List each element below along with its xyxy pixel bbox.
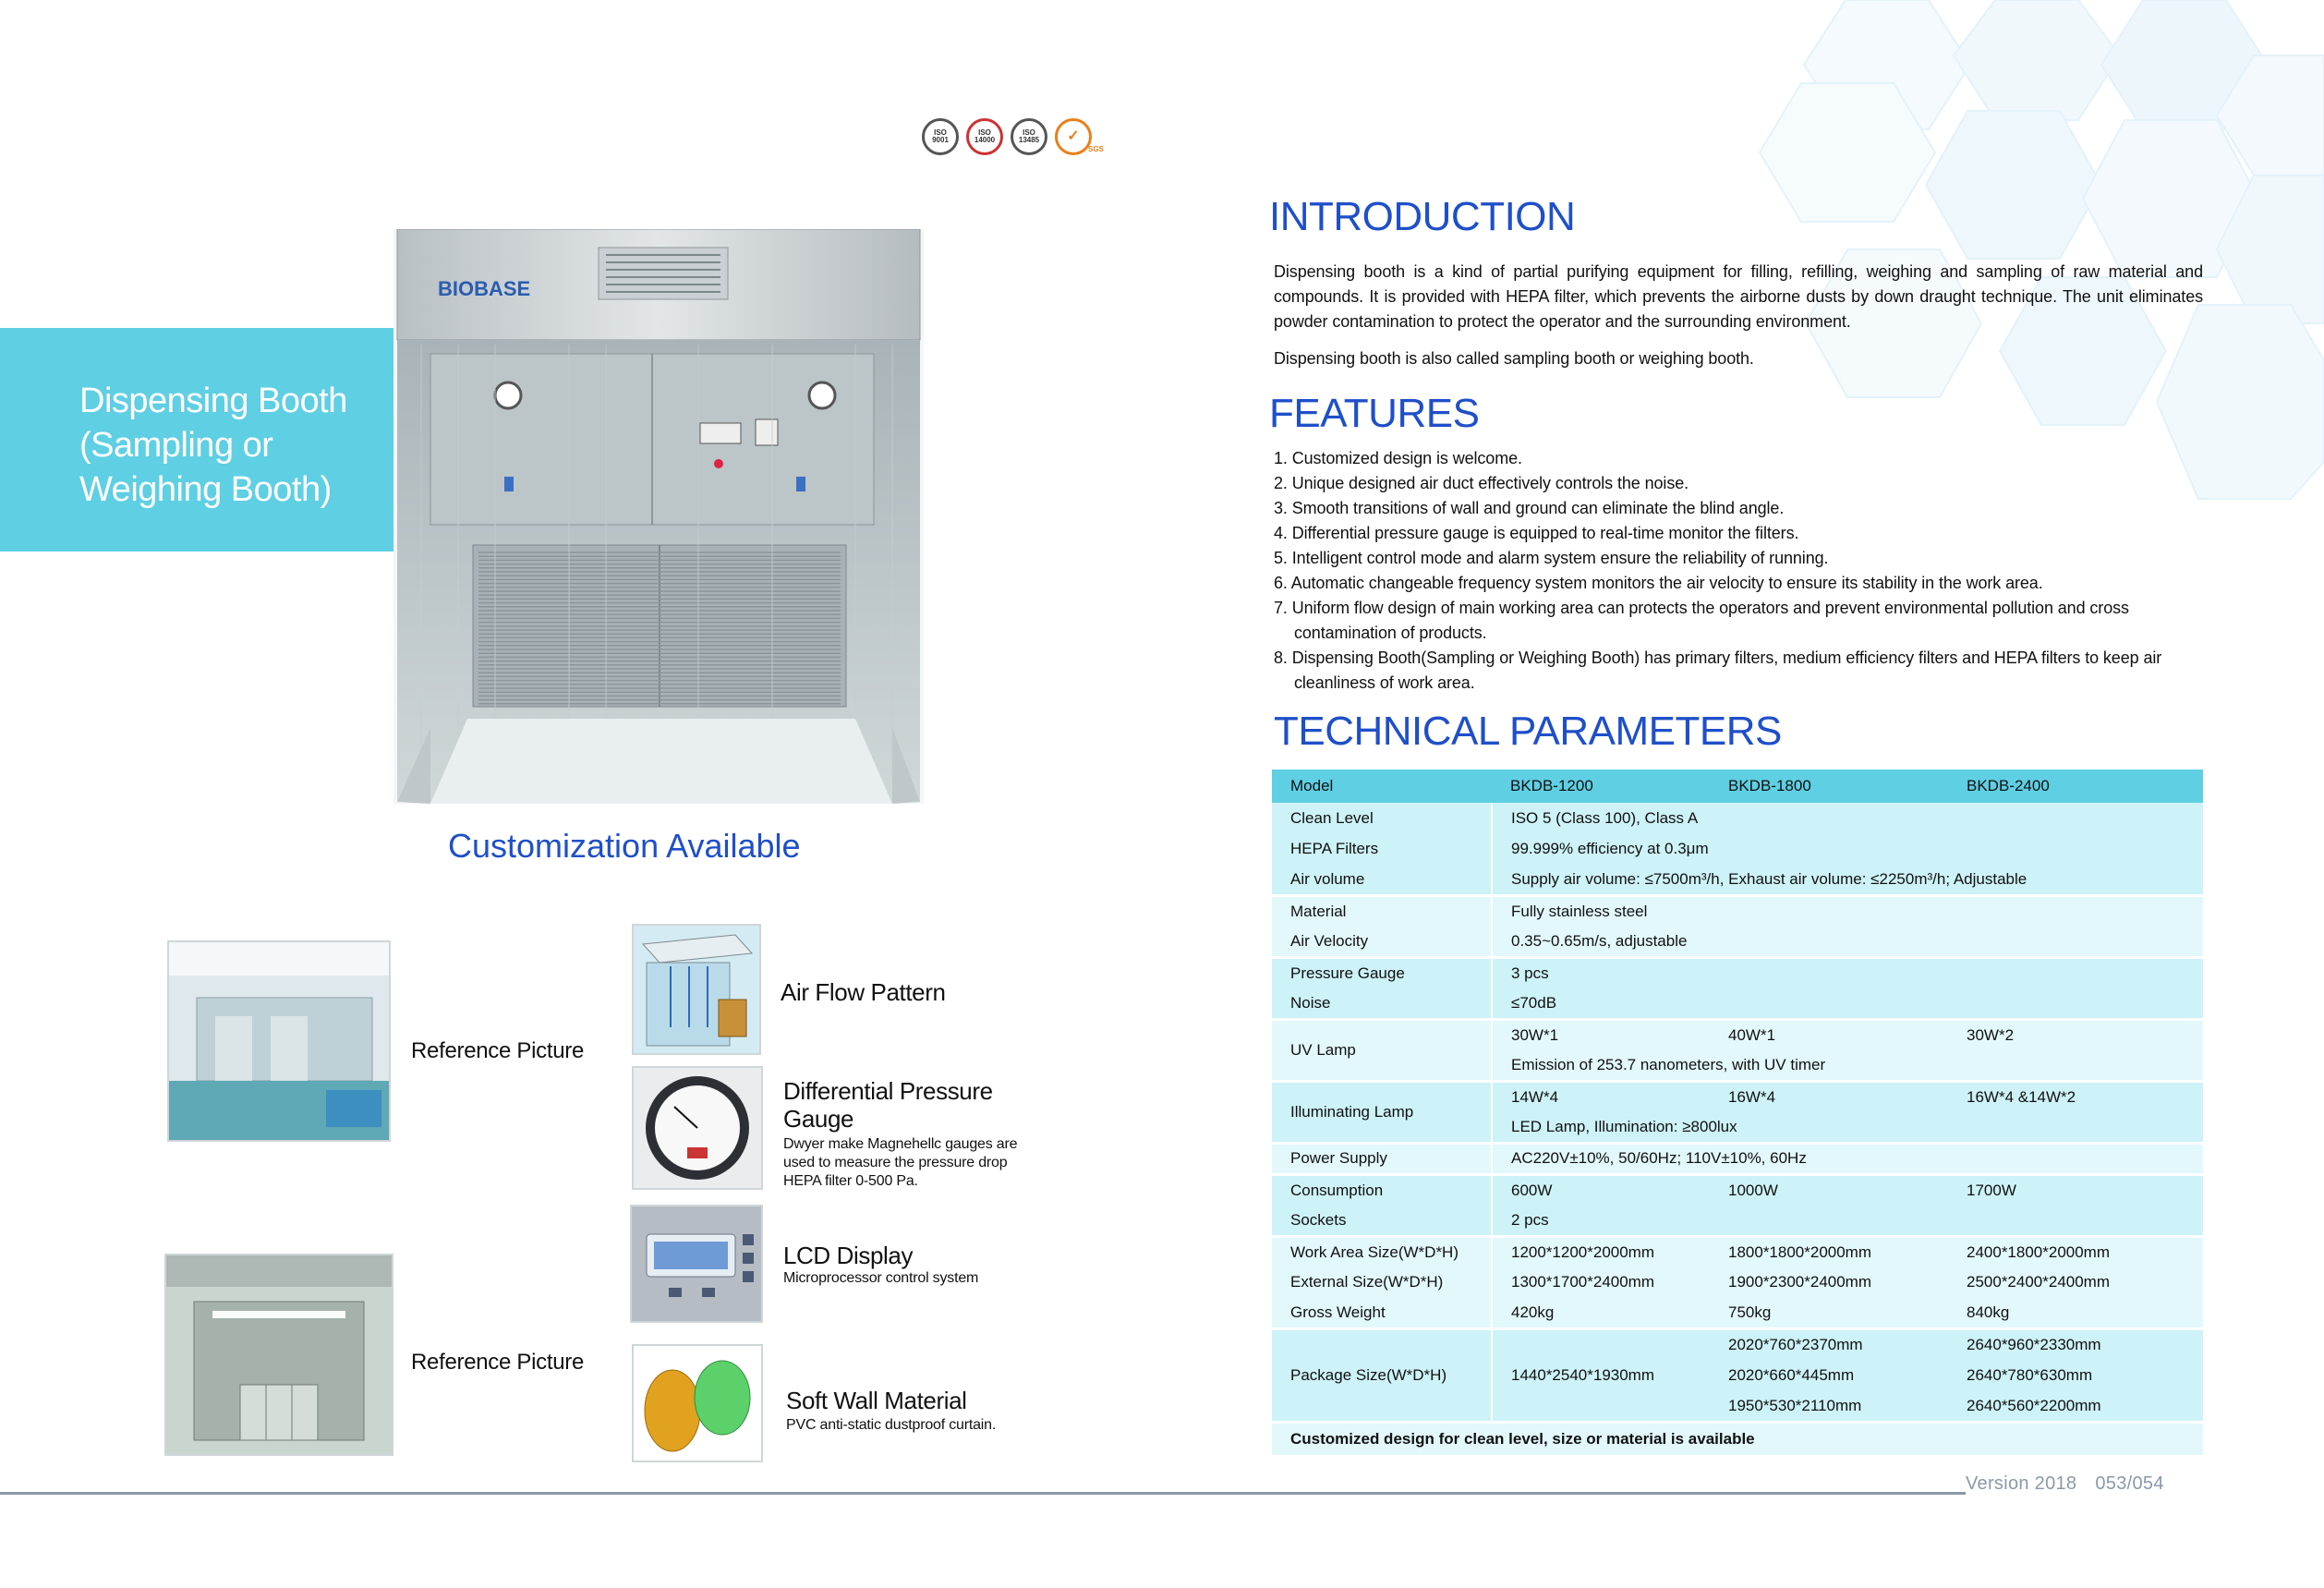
- feature-title-air-flow: Air Flow Pattern: [781, 978, 946, 1006]
- table-header-cell: BKDB-2400: [1948, 770, 2203, 803]
- technical-parameters-heading: TECHNICAL PARAMETERS: [1274, 709, 1782, 754]
- param-value: 1800*1800*2000mm: [1710, 1236, 1948, 1267]
- param-value: 750kg: [1710, 1298, 1948, 1329]
- table-row: [1272, 1144, 2203, 1175]
- param-value: AC220V±10%, 50/60Hz; 110V±10%, 60Hz: [1492, 1144, 2203, 1175]
- param-value: 3 pcs: [1492, 958, 2203, 989]
- technical-parameters-table: [1272, 770, 2203, 1455]
- param-name: HEPA Filters: [1272, 834, 1492, 866]
- param-value: 1700W: [1948, 1174, 2203, 1206]
- param-value: 2400*1800*2000mm: [1948, 1236, 2203, 1267]
- param-value: Supply air volume: ≤7500m³/h, Exhaust air volume: ≤2250m³/h; Adjustable: [1492, 865, 2203, 896]
- param-name: Illuminating Lamp: [1272, 1082, 1492, 1144]
- feature-title-pressure-gauge: Differential Pressure Gauge: [783, 1077, 993, 1133]
- param-value: 600W: [1492, 1174, 1710, 1206]
- feature-item: 7. Uniform flow design of main working area can protects the operators and prevent environmental pollution and cross contamination of products.: [1274, 599, 2129, 642]
- param-name: Package Size(W*D*H): [1272, 1329, 1492, 1423]
- param-name: Sockets: [1272, 1206, 1492, 1237]
- param-value: 420kg: [1492, 1298, 1710, 1329]
- feature-item: 6. Automatic changeable frequency system monitors the air velocity to ensure its stability in the work area.: [1274, 574, 2043, 592]
- version-label: Version 2018: [1966, 1473, 2077, 1494]
- air-flow-pattern-image: [632, 924, 761, 1055]
- reference-picture-1: [167, 940, 391, 1142]
- table-row: [1272, 1298, 2203, 1329]
- footer-divider: [0, 1492, 1966, 1495]
- param-name: External Size(W*D*H): [1272, 1267, 1492, 1299]
- reference-label-2: Reference Picture: [411, 1350, 584, 1375]
- features-heading: FEATURES: [1269, 391, 1480, 436]
- feature-desc-soft-wall: PVC anti-static dustproof curtain.: [786, 1417, 997, 1433]
- feature-desc-pressure-gauge: Dwyer make Magnehellc gauges are used to measure the pressure drop HEPA filter 0-500 Pa.: [783, 1136, 1018, 1189]
- table-row: [1272, 865, 2203, 896]
- param-name: Pressure Gauge: [1272, 958, 1492, 989]
- iso-13485-seal-icon: ISO 13485: [1011, 118, 1047, 155]
- certification-logos: [922, 118, 1104, 155]
- feature-item: 3. Smooth transitions of wall and ground can eliminate the blind angle.: [1274, 499, 1785, 517]
- param-name: Power Supply: [1272, 1144, 1492, 1175]
- param-name: Noise: [1272, 988, 1492, 1020]
- table-row: [1272, 1174, 2203, 1206]
- introduction-paragraph-1: Dispensing booth is a kind of partial purifying equipment for filling, refilling, weighing and sampling of raw material and compounds. It is provided with HEPA filter, which prevents the airborne dusts by down draught technique. The unit eliminates powder contamination to protect the operator and the surrounding environment.: [1274, 262, 2203, 331]
- table-row: [1272, 1082, 2203, 1113]
- param-value: ≤70dB: [1492, 988, 2203, 1020]
- soft-wall-material-image: [632, 1344, 763, 1462]
- param-value: 2640*780*630mm: [1948, 1360, 2203, 1391]
- feature-title-lcd: LCD Display: [783, 1242, 914, 1269]
- feature-item: 5. Intelligent control mode and alarm system ensure the reliability of running.: [1274, 549, 1829, 567]
- features-list: [1274, 446, 2216, 696]
- table-row: [1272, 803, 2203, 834]
- table-row: [1272, 834, 2203, 866]
- table-row: [1272, 896, 2203, 927]
- customization-heading: Customization Available: [448, 827, 801, 865]
- table-header-cell: BKDB-1800: [1710, 770, 1948, 803]
- param-value: 16W*4 &14W*2: [1948, 1082, 2203, 1113]
- param-value: 16W*4: [1710, 1082, 1948, 1113]
- param-value: 14W*4: [1492, 1082, 1710, 1113]
- param-value: 1300*1700*2400mm: [1492, 1267, 1710, 1299]
- param-value: 1200*1200*2000mm: [1492, 1236, 1710, 1267]
- feature-item: 8. Dispensing Booth(Sampling or Weighing Booth) has primary filters, medium efficiency filters and HEPA filters to keep air cleanliness of work area.: [1274, 649, 2162, 692]
- param-value: ISO 5 (Class 100), Class A: [1492, 803, 2203, 834]
- param-value: 2020*660*445mm: [1710, 1360, 1948, 1391]
- param-value: 30W*2: [1948, 1020, 2203, 1051]
- pressure-gauge-image: [632, 1066, 763, 1190]
- table-footer-note: Customized design for clean level, size or material is available: [1272, 1422, 2203, 1455]
- table-row: [1272, 927, 2203, 958]
- feature-desc-lcd: Microprocessor control system: [783, 1270, 979, 1286]
- page-number: 053/054: [2095, 1473, 2164, 1494]
- param-value: 840kg: [1948, 1298, 2203, 1329]
- table-footer-row: [1272, 1422, 2203, 1455]
- param-value: 30W*1: [1492, 1020, 1710, 1051]
- param-value: 1000W: [1710, 1174, 1948, 1206]
- footer-version: [1966, 1473, 2164, 1495]
- param-value: Emission of 253.7 nanometers, with UV timer: [1492, 1050, 2203, 1082]
- iso-9001-seal-icon: ISO 9001: [922, 118, 959, 155]
- param-name: UV Lamp: [1272, 1020, 1492, 1082]
- param-value: Fully stainless steel: [1492, 896, 2203, 927]
- param-value: 2020*760*2370mm: [1710, 1329, 1948, 1361]
- feature-item: 4. Differential pressure gauge is equipped to real-time monitor the filters.: [1274, 524, 1799, 542]
- table-header-cell: Model: [1272, 770, 1492, 803]
- table-row: [1272, 958, 2203, 989]
- param-value: 2640*960*2330mm: [1948, 1329, 2203, 1361]
- lcd-display-image: [630, 1205, 763, 1323]
- introduction-heading: INTRODUCTION: [1269, 194, 1576, 239]
- param-value: 2500*2400*2400mm: [1948, 1267, 2203, 1299]
- feature-item: 2. Unique designed air duct effectively controls the noise.: [1274, 474, 1689, 492]
- param-name: Clean Level: [1272, 803, 1492, 834]
- param-name: Material: [1272, 896, 1492, 927]
- param-name: Consumption: [1272, 1174, 1492, 1206]
- param-name: Air Velocity: [1272, 927, 1492, 958]
- table-row: [1272, 1236, 2203, 1267]
- param-value: 0.35~0.65m/s, adjustable: [1492, 927, 2203, 958]
- feature-title-soft-wall: Soft Wall Material: [786, 1387, 967, 1414]
- table-row: [1272, 1206, 2203, 1237]
- table-header-row: [1272, 770, 2203, 803]
- iso-14000-seal-icon: ISO 14000: [966, 118, 1003, 155]
- param-value: 2 pcs: [1492, 1206, 2203, 1237]
- param-value: 1950*530*2110mm: [1710, 1391, 1948, 1423]
- param-name: Work Area Size(W*D*H): [1272, 1236, 1492, 1267]
- param-name: Gross Weight: [1272, 1298, 1492, 1329]
- table-header-cell: BKDB-1200: [1492, 770, 1710, 803]
- param-name: Air volume: [1272, 865, 1492, 896]
- param-value: 1440*2540*1930mm: [1492, 1329, 1710, 1423]
- table-row: [1272, 1329, 2203, 1361]
- sgs-label: SGS: [1088, 144, 1104, 153]
- param-value: 2640*560*2200mm: [1948, 1391, 2203, 1423]
- product-title: Dispensing Booth (Sampling or Weighing Booth): [79, 382, 347, 509]
- table-row: [1272, 988, 2203, 1020]
- brand-logo-text: BIOBASE: [438, 277, 531, 300]
- param-value: 99.999% efficiency at 0.3μm: [1492, 834, 2203, 866]
- param-value: LED Lamp, Illumination: ≥800lux: [1492, 1112, 2203, 1144]
- feature-item: 1. Customized design is welcome.: [1274, 449, 1522, 467]
- sgs-seal-icon: ✓: [1055, 118, 1092, 155]
- param-value: 40W*1: [1710, 1020, 1948, 1051]
- reference-picture-2: [164, 1254, 393, 1456]
- table-row: [1272, 1267, 2203, 1299]
- introduction-paragraph-2: Dispensing booth is also called sampling booth or weighing booth.: [1274, 349, 1754, 368]
- table-row: [1272, 1020, 2203, 1051]
- dispensing-booth-product-image: [393, 229, 924, 804]
- reference-label-1: Reference Picture: [411, 1038, 584, 1063]
- param-value: 1900*2300*2400mm: [1710, 1267, 1948, 1299]
